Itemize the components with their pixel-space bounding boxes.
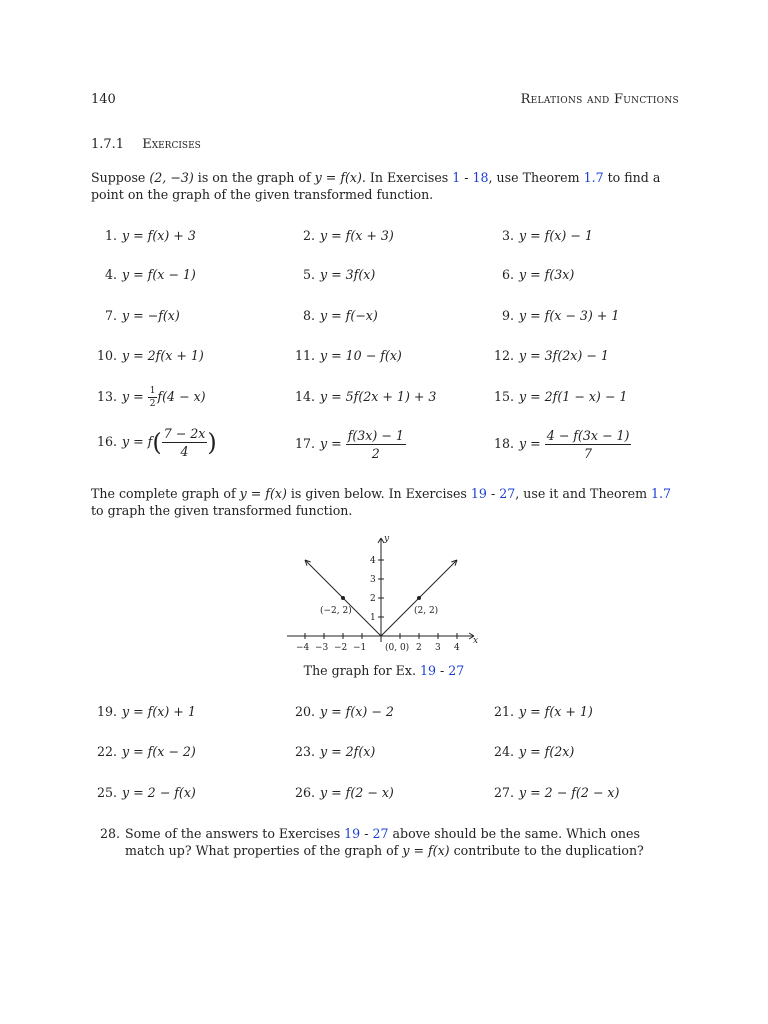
exercise-item: 11. y = 10 − f(x) (294, 348, 402, 363)
section-number: 1.7.1 (91, 137, 125, 152)
tick-label-x: −4 (296, 643, 310, 653)
exercise-item: 25. y = 2 − f(x) (96, 785, 196, 800)
exercise-item: 16. y = f( $\frac{7 - 2x}{4}$ ) (96, 426, 217, 459)
point-label: (−2, 2) (320, 606, 352, 616)
x-axis-label: x (473, 636, 479, 646)
exercise-item: 19. y = f(x) + 1 (96, 704, 196, 719)
fraction: $\frac{1}{2}$ (149, 386, 156, 409)
tick-label-y: 1 (370, 613, 376, 623)
exercise-item: 18. y = $\frac{4 - f(3x - 1)}{7}$ (493, 428, 630, 461)
exercise-item: 27. y = 2 − f(2 − x) (493, 785, 620, 800)
exercise-item: 7. y = −f(x) (104, 308, 180, 323)
exercise-item: 22. y = f(x − 2) (96, 744, 196, 759)
exercise-item: 20. y = f(x) − 2 (294, 704, 394, 719)
running-title: Relations and Functions (520, 92, 679, 107)
tick-label-x: 3 (435, 643, 441, 653)
intro-paragraph: Suppose (2, −3) is on the graph of y = f(x). In Exercises 1 - 18, use Theorem 1.7 to find a point on the graph of the given transformed function. (91, 170, 661, 202)
exercise-item: 23. y = 2f(x) (294, 744, 376, 759)
exercise-item: 3. y = f(x) − 1 (501, 228, 593, 243)
exercise-item: 1. y = f(x) + 3 (104, 228, 196, 243)
exercise-item: 4. y = f(x − 1) (104, 267, 196, 282)
fraction: $\frac{7 - 2x}{4}$ (163, 426, 206, 459)
exercise-item: 21. y = f(x + 1) (493, 704, 593, 719)
exercise-item: 14. y = 5f(2x + 1) + 3 (294, 389, 437, 404)
point-label: (0, 0) (385, 643, 410, 653)
exercise-item: 13. y = $\frac{1}{2}$ f(4 − x) (96, 386, 206, 409)
exercise-link[interactable]: 19 (419, 663, 437, 678)
graph-intro-paragraph: The complete graph of y = f(x) is given below. In Exercises 19 - 27, use it and Theorem 1.7 to graph the given transformed function. (91, 486, 672, 518)
graph-segment (419, 560, 457, 598)
exercise-item: 10. y = 2f(x + 1) (96, 348, 204, 363)
graph-segment (305, 560, 343, 598)
tick-label-x: 2 (416, 643, 422, 653)
exercise-link[interactable]: 19 (470, 486, 487, 501)
fraction: $\frac{4 - f(3x - 1)}{7}$ (546, 428, 630, 461)
exercise-item: 15. y = 2f(1 − x) − 1 (493, 389, 628, 404)
exercise-link[interactable]: 27 (448, 663, 465, 678)
tick-label-y: 2 (370, 594, 376, 604)
tick-label-y: 4 (370, 556, 376, 566)
exercise-item: 12. y = 3f(2x) − 1 (493, 348, 609, 363)
section-title: Exercises (142, 137, 201, 152)
point-label: (2, 2) (414, 606, 439, 616)
exercise-item: 5. y = 3f(x) (302, 267, 376, 282)
exercise-item: 9. y = f(x − 3) + 1 (501, 308, 620, 323)
exercise-28: 28. Some of the answers to Exercises 19 - 27 above should be the same. Which ones match up? What properties of the graph of y = f(x) contribute to the duplication? (100, 826, 644, 858)
graph-caption: The graph for Ex. 19 - 27 (303, 663, 465, 678)
exercise-item: 26. y = f(2 − x) (294, 785, 394, 800)
tick-label-y: 3 (370, 575, 376, 585)
theorem-link[interactable]: 1.7 (651, 486, 672, 501)
graph-point (417, 596, 421, 600)
exercise-link[interactable]: 1 (452, 170, 461, 185)
exercise-link[interactable]: 27 (372, 826, 389, 841)
page-number: 140 (91, 92, 116, 107)
exercise-link[interactable]: 18 (472, 170, 489, 185)
graph-segment (381, 598, 419, 636)
fraction: $\frac{f(3x) - 1}{2}$ (347, 428, 404, 461)
exercise-item: 24. y = f(2x) (493, 744, 575, 759)
tick-label-x: −1 (353, 643, 367, 653)
y-axis-label: y (384, 534, 390, 544)
tick-label-x: −3 (315, 643, 329, 653)
exercise-item: 6. y = f(3x) (501, 267, 575, 282)
theorem-link[interactable]: 1.7 (583, 170, 604, 185)
tick-label-x: 4 (454, 643, 460, 653)
exercise-item: 17. y = $\frac{f(3x) - 1}{2}$ (294, 428, 404, 461)
exercise-link[interactable]: 27 (499, 486, 516, 501)
exercise-item: 2. y = f(x + 3) (302, 228, 394, 243)
graph-point (341, 596, 345, 600)
exercise-item: 8. y = f(−x) (302, 308, 378, 323)
exercise-link[interactable]: 19 (344, 826, 361, 841)
tick-label-x: −2 (334, 643, 348, 653)
